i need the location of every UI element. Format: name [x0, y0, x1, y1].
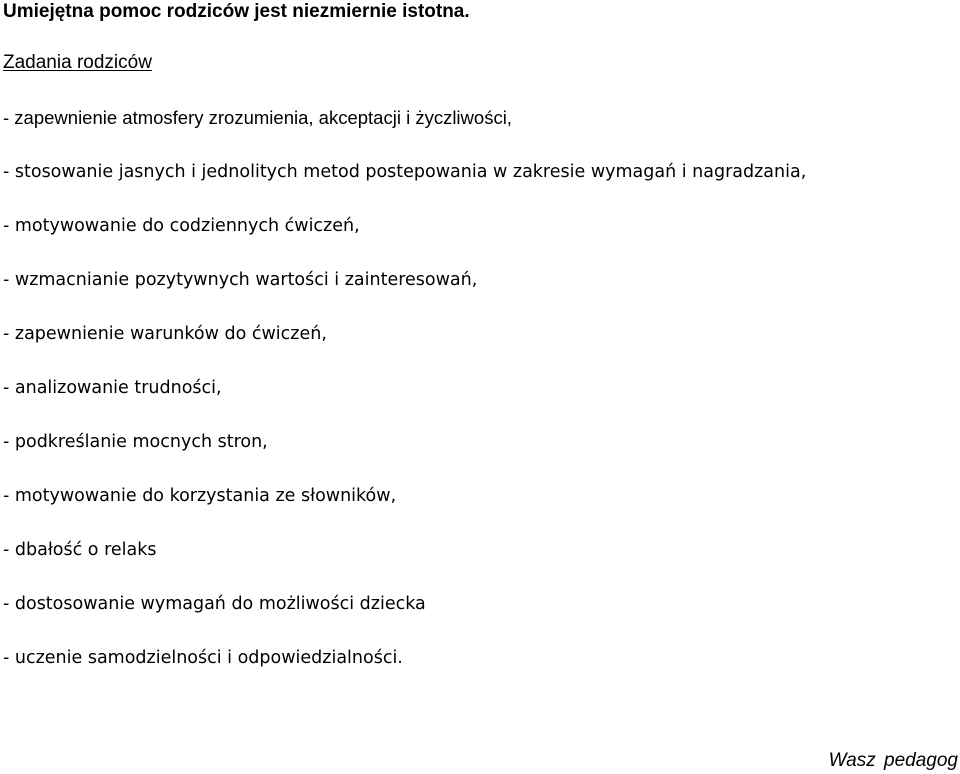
signature: Wasz pedagog: [828, 750, 958, 771]
list-item: - podkreślanie mocnych stron,: [3, 432, 268, 452]
list-item: - dostosowanie wymagań do możliwości dziecka: [3, 594, 426, 614]
list-item: - zapewnienie warunków do ćwiczeń,: [3, 324, 327, 344]
list-item: - motywowanie do codziennych ćwiczeń,: [3, 216, 360, 236]
list-item: - analizowanie trudności,: [3, 378, 222, 398]
list-item: - zapewnienie atmosfery zrozumienia, akceptacji i życzliwości,: [3, 107, 512, 128]
list-item: - wzmacnianie pozytywnych wartości i zainteresowań,: [3, 270, 478, 290]
list-item: - motywowanie do korzystania ze słowników,: [3, 486, 397, 506]
list-item: - dbałość o relaks: [3, 540, 157, 560]
document-heading: Umiejętna pomoc rodziców jest niezmiernie istotna.: [3, 1, 470, 22]
list-item: - uczenie samodzielności i odpowiedzialności.: [3, 648, 403, 668]
list-item: - stosowanie jasnych i jednolitych metod postepowania w zakresie wymagań i nagradzania,: [3, 162, 807, 182]
section-title: Zadania rodziców: [3, 52, 152, 73]
